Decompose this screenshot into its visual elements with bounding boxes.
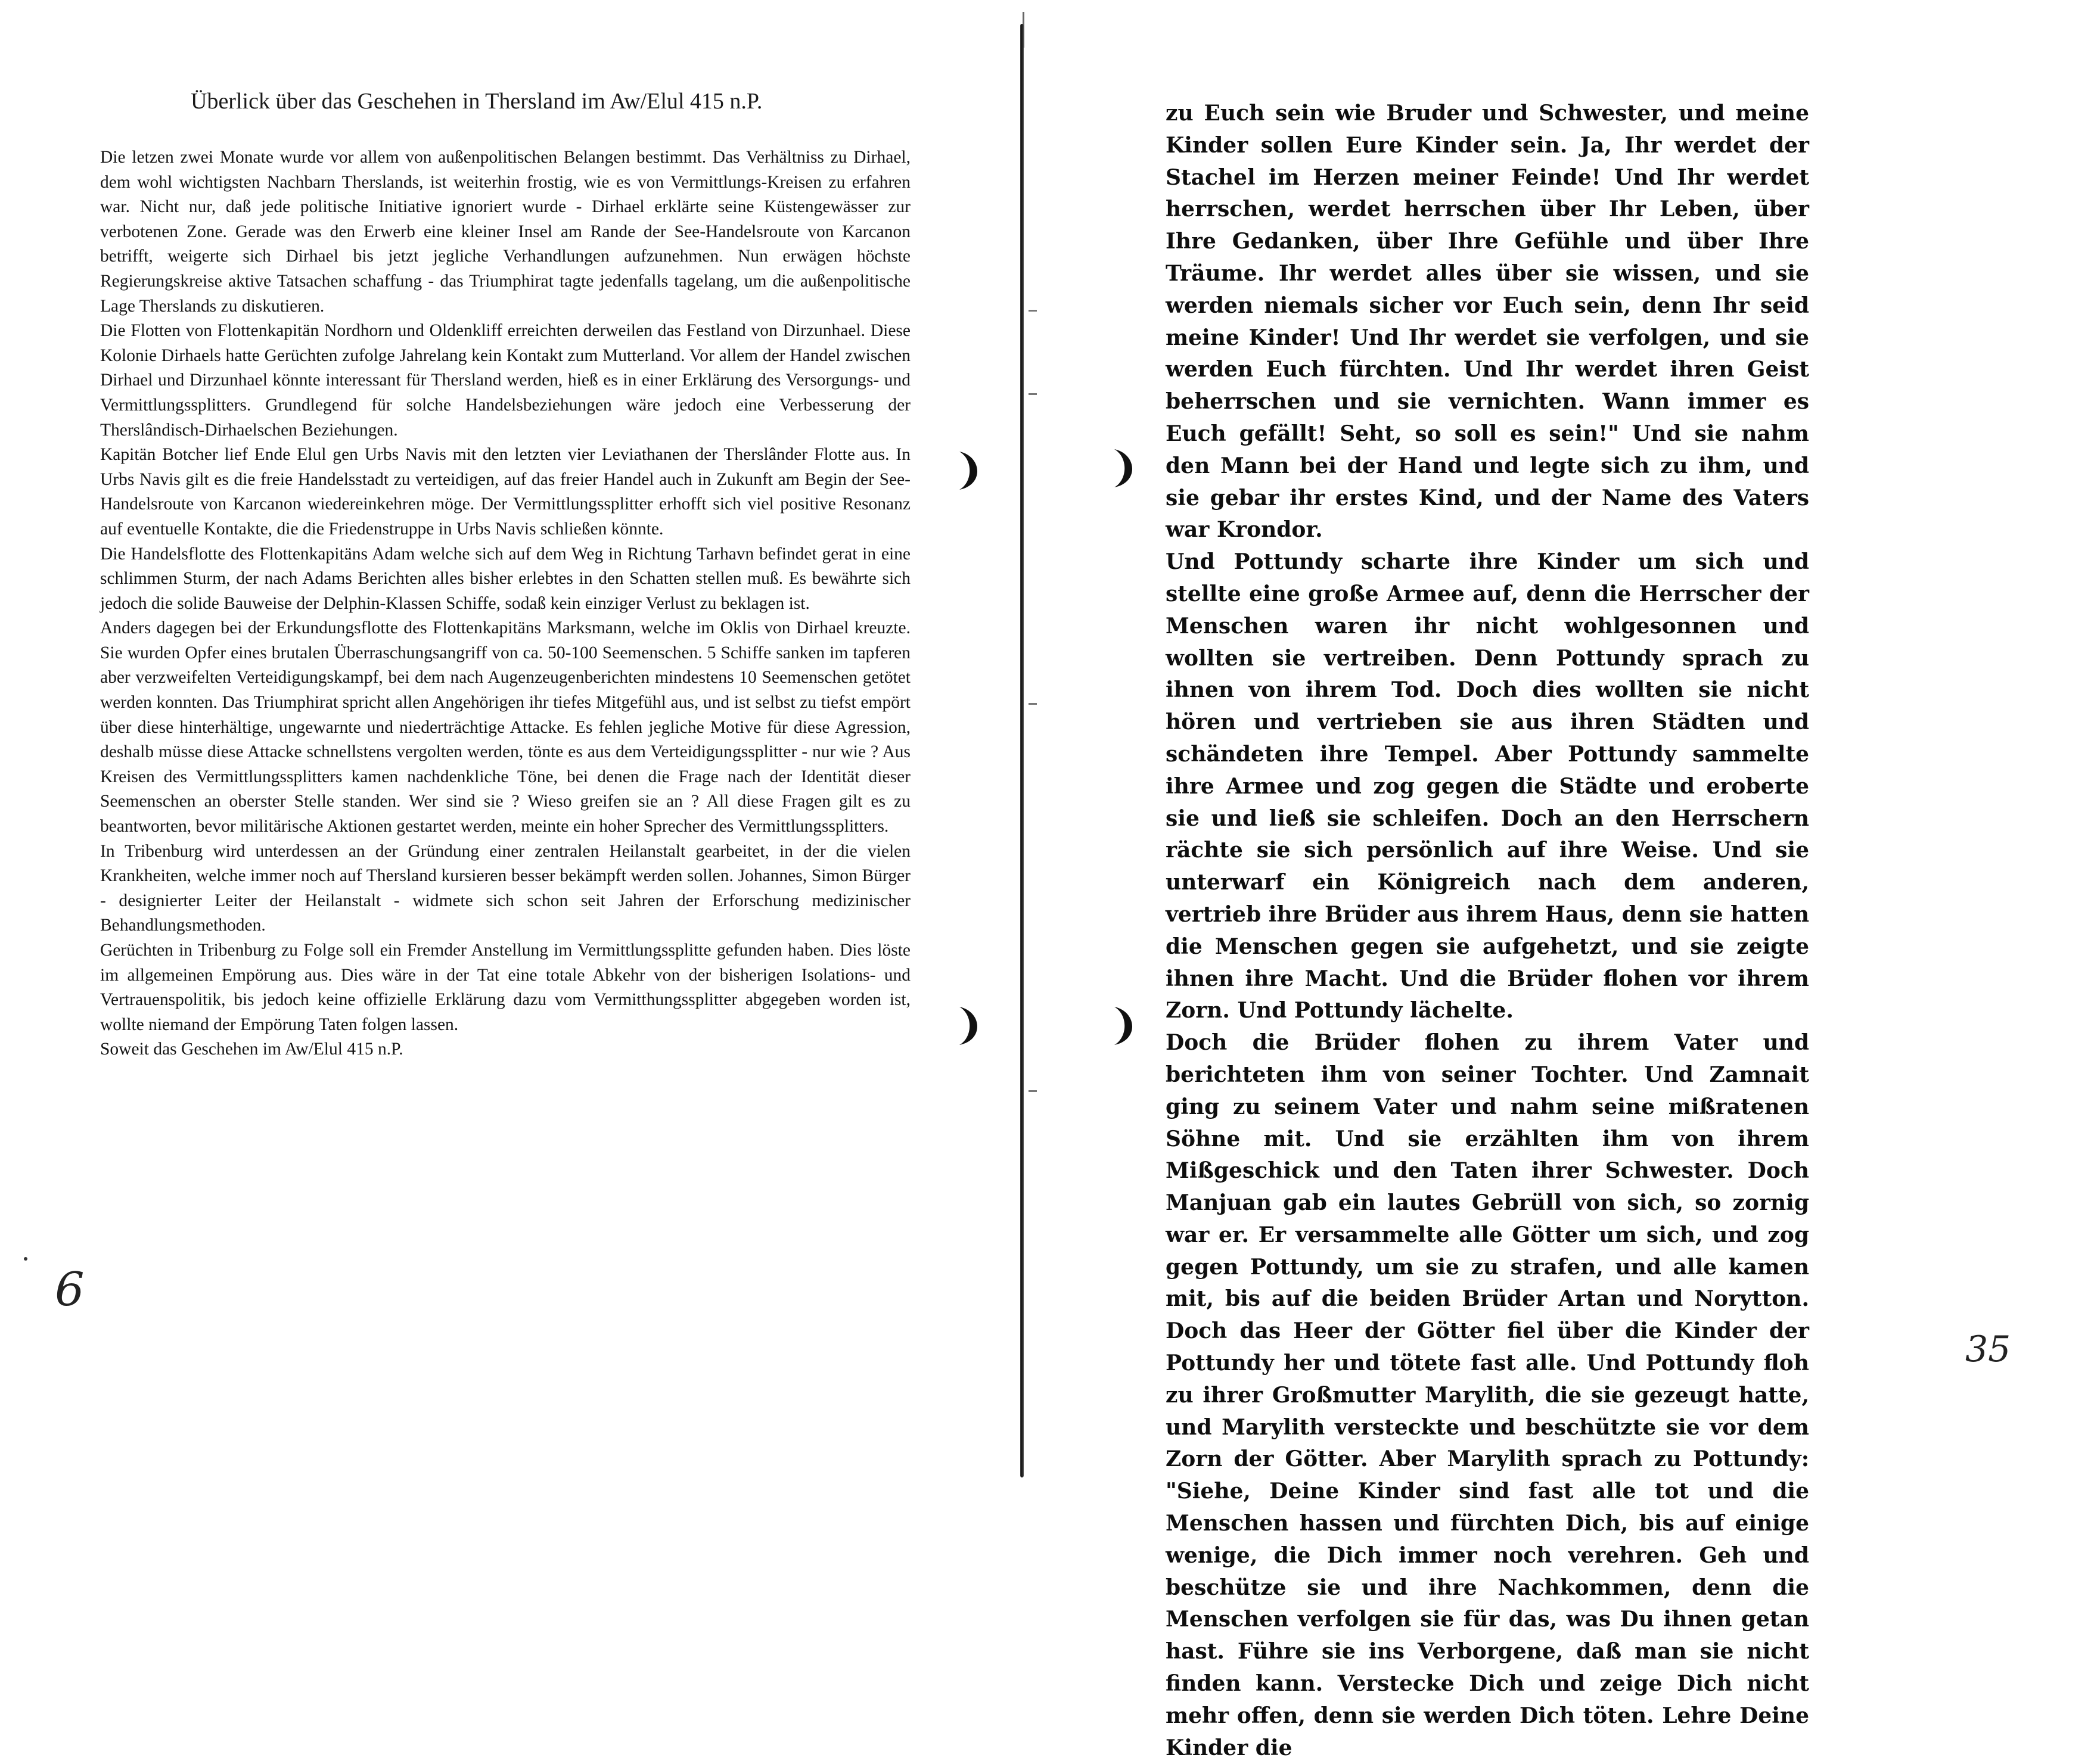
binding-tick	[1029, 703, 1037, 705]
left-paragraph: Soweit das Geschehen im Aw/Elul 415 n.P.	[100, 1040, 403, 1059]
left-paragraph: In Tribenburg wird unterdessen an der Gründung einer zentralen Heilanstalt gearbeitet, in der die vielen Krankheiten, welche immer noch auf Thersland kursieren besser bekämpft werden sollen. Johannes, Simon Bürger - designierter Leiter der Heilanstalt - widmete sich schon seit Jahren der Erforschung medizinischer Behandlungsmethoden.	[100, 841, 911, 935]
scan-speck	[24, 1257, 27, 1261]
binding-tick	[1029, 393, 1037, 395]
left-paragraph: Die Flotten von Flottenkapitän Nordhorn und Oldenkliff erreichten derweilen das Festland von Dirzunhael. Diese Kolonie Dirhaels hatte Gerüchten zufolge Jahrelang kein Kontakt zum Mutterland. Vor allem der Handel zwischen Dirhael und Dirzunhael könnte interessant für Thersland werden, hieß es in einer Erklärung des Versorgungs- und Vermittlungssplitters. Grundlegend für solche Handelsbeziehungen wäre jedoch eine Verbesserung der Therslândisch-Dirhaelschen Beziehungen.	[100, 321, 911, 440]
binder-hole-crescent-icon	[1108, 1004, 1141, 1047]
left-paragraph: Gerüchten in Tribenburg zu Folge soll ein Fremder Anstellung im Vermittlungssplitte gefunden haben. Dies löste im allgemeinen Empörung aus. Dies wäre in der Tat eine totale Abkehr von der bisherigen Isolations- und Vertrauenspolitik, bis jedoch keine offizielle Erklärung dazu vom Vermitthungssplitter abgegeben worden ist, wollte niemand der Empörung Taten folgen lassen.	[100, 941, 911, 1034]
right-page-number: 35	[1965, 1329, 2011, 1370]
binding-tick	[1029, 310, 1037, 312]
left-paragraph: Die Handelsflotte des Flottenkapitäns Adam welche sich auf dem Weg in Richtung Tarhavn befindet gerat in eine schlimmen Sturm, der nach Adams Berichten alles bisher erlebtes in den Schatten stellen muß. Es bewährte sich jedoch die solide Bauweise der Delphin-Klassen Schiffe, sodaß kein einziger Verlust zu beklagen ist.	[100, 544, 911, 613]
left-article-body	[100, 145, 911, 1062]
right-paragraph: Doch die Brüder flohen zu ihrem Vater und berichteten ihm von seiner Tochter. Und Zamnait ging zu seinem Vater und nahm seine mißratenen Söhne mit. Und sie erzählten ihm von ihrem Mißgeschick und den Taten ihrer Schwester. Doch Manjuan gab ein lautes Gebrüll von sich, so zornig war er. Er versammelte alle Götter um sich, und zog gegen Pottundy, um sie zu strafen, und alle kamen mit, bis auf die beiden Brüder Artan und Norytton. Doch das Heer der Götter fiel über die Kinder der Pottundy her und tötete fast alle. Und Pottundy floh zu ihrer Großmutter Marylith, die sie gezeugt hatte, und Marylith versteckte und beschützte sie vor dem Zorn der Götter. Aber Marylith sprach zu Pottundy: "Siehe, Deine Kinder sind fast alle tot und die Menschen hassen und fürchten Dich, bis auf einige wenige, die Dich immer noch verehren. Geh und beschütze sie und ihre Nachkommen, denn die Menschen verfolgen sie für das, was Du ihnen getan hast. Führe sie ins Verborgene, daß man sie nicht finden kann. Verstecke Dich und zeige Dich nicht mehr offen, denn sie werden Dich töten. Lehre Deine Kinder die	[1166, 1030, 1809, 1760]
left-page-number: 6	[55, 1263, 85, 1317]
left-paragraph: Kapitän Botcher lief Ende Elul gen Urbs Navis mit den letzten vier Leviathanen der Therslânder Flotte aus. In Urbs Navis gilt es die freie Handelsstadt zu verteidigen, auf das freier Handel auch in Zukunft am Begin der See-Handelsroute von Karcanon wiedereinkehren möge. Der Vermittlungssplitter erhofft sich viel positive Resonanz auf eventuelle Kontakte, die die Friedenstruppe in Urbs Navis schließen könnte.	[100, 445, 911, 539]
binder-hole-crescent-icon	[953, 449, 986, 492]
left-paragraph: Die letzen zwei Monate wurde vor allem von außenpolitischen Belangen bestimmt. Das Verhältniss zu Dirhael, dem wohl wichtigsten Nachbarn Therslands, ist weiterhin frostig, wie es von Vermittlungs-Kreisen zu erfahren war. Nicht nur, daß jede politische Initiative ignoriert wurde - Dirhael erklärte seine Küstengewässer zur verbotenen Zone. Gerade was den Erwerb eine kleiner Insel am Rande der See-Handelsroute von Karcanon betrifft, weigerte sich Dirhael bis jetzt jegliche Verhandlungen aufzunehmen. Nun erwägen höchste Regierungskreise aktive Tatsachen schaffung - das Triumphirat tagte jedenfalls tagelang, um die außenpolitische Lage Therslands zu diskutieren.	[100, 148, 911, 316]
right-paragraph: zu Euch sein wie Bruder und Schwester, und meine Kinder sollen Eure Kinder sein. Ja, Ihr werdet der Stachel im Herzen meiner Feinde! Und Ihr werdet herrschen, werdet herrschen über Ihr Leben, über Ihre Gedanken, über Ihre Gefühle und über Ihre Träume. Ihr werdet alles über sie wissen, und sie werden niemals sicher vor Euch sein, denn Ihr seid meine Kinder! Und Ihr werdet sie verfolgen, und sie werden Euch fürchten. Und Ihr werdet ihren Geist beherrschen und sie vernichten. Wann immer es Euch gefällt! Seht, so soll es sein!" Und sie nahm den Mann bei der Hand und legte sich zu ihm, und sie gebar ihr erstes Kind, und der Name des Vaters war Krondor.	[1166, 101, 1809, 543]
binding-tick	[1029, 1090, 1037, 1092]
binder-hole-crescent-icon	[1108, 447, 1141, 490]
left-paragraph: Anders dagegen bei der Erkundungsflotte des Flottenkapitäns Marksmann, welche im Oklis von Dirhael kreuzte. Sie wurden Opfer eines brutalen Überraschungsangriff von ca. 50-100 Seemenschen. 5 Schiffe sanken im tapferen aber verzweifelten Verteidigungskampf, bei dem nach Augenzeugenberichten mindestens 10 Seemenschen getötet werden konnten. Das Triumphirat spricht allen Angehörigen ihr tiefes Mitgefühl aus, und ist selbst zu tiefst empört über diese hinterhältige, ungewarnte und niederträchtige Attacke. Es fehlen jegliche Motive für diese Agression, deshalb müsse diese Attacke schnellstens vergolten werden, tönte es aus dem Verteidigungssplitter - nur wie ? Aus Kreisen des Vermittlungssplitters kamen nachdenkliche Töne, bei denen die Frage nach der Identität dieser Seemenschen an oberster Stelle standen. Wer sind sie ? Wieso greifen sie an ? All diese Fragen gilt es zu beantworten, bevor militärische Aktionen gestartet werden, meinte ein hoher Sprecher des Vermittlungssplitters.	[100, 618, 911, 836]
binder-hole-crescent-icon	[953, 1004, 986, 1047]
left-page	[0, 0, 1013, 1479]
right-paragraph: Und Pottundy scharte ihre Kinder um sich und stellte eine große Armee auf, denn die Herrscher der Menschen waren ihr nicht wohlgesonnen und wollten sie vertreiben. Denn Pottundy sprach zu ihnen von ihrem Tod. Doch dies wollten sie nicht hören und vertrieben sie aus ihren Städten und schändeten ihre Tempel. Aber Pottundy sammelte ihre Armee und zog gegen die Städte und eroberte sie und ließ sie schleifen. Doch an den Herrschern rächte sie sich persönlich auf ihre Weise. Und sie unterwarf ein Königreich nach dem anderen, vertrieb ihre Brüder aus ihrem Haus, denn sie hatten die Menschen gegen sie aufgehetzt, und sie zeigte ihnen ihre Macht. Und die Brüder flohen vor ihrem Zorn. Und Pottundy lächelte.	[1166, 549, 1809, 1023]
right-story-body	[1166, 98, 1809, 1764]
binding-line	[1020, 24, 1024, 1477]
page-title: Überlick über das Geschehen in Thersland im Aw/Elul 415 n.P.	[191, 89, 763, 114]
right-page	[1037, 0, 2091, 1760]
